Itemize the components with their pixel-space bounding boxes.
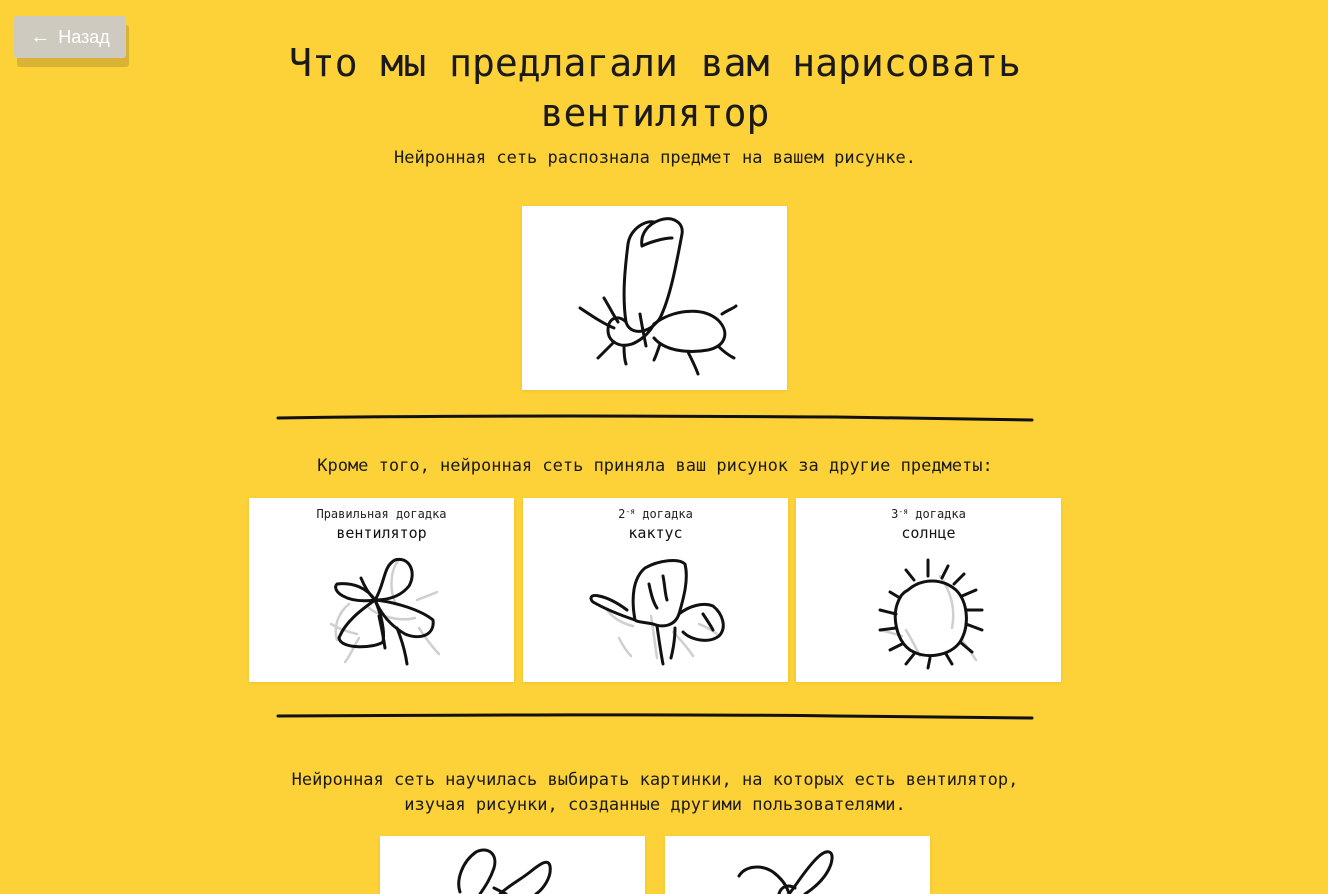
example-drawing [665,836,930,894]
section-divider [276,711,1036,723]
example-drawing-card[interactable] [380,836,645,894]
example-drawing [380,836,645,894]
guess-drawing [249,498,514,682]
guess-card [523,498,788,682]
guess-label: $3^{-я}$ догадка [891,507,966,521]
learning-description-line2: изучая рисунки, созданные другими пользователями. [404,795,906,815]
user-drawing [522,206,787,390]
other-guesses-intro: Кроме того, нейронная сеть приняла ваш рисунок за другие предметы: [317,456,993,476]
guess-card [249,498,514,682]
example-drawing-card[interactable] [665,836,930,894]
guess-drawing [796,498,1061,682]
guess-label: $2^{-я}$ догадка [618,507,693,521]
arrow-left-icon: ← [30,26,51,48]
guess-drawing [523,498,788,682]
guess-name: кактус [628,524,683,542]
guess-name: вентилятор [336,524,427,542]
user-drawing-card [522,206,787,390]
page-title [0,38,1310,138]
section-divider [276,412,1036,424]
guess-label: Правильная догадка [316,507,447,521]
guess-name: солнце [901,524,956,542]
page-title-line1: Что мы предлагали вам нарисовать [288,41,1022,85]
back-button-label: Назад [58,26,110,47]
learning-description [0,768,1310,818]
page-title-line2: вентилятор [540,91,770,135]
guess-card [796,498,1061,682]
learning-description-line1: Нейронная сеть научилась выбирать картинки, на которых есть вентилятор, [291,770,1019,790]
recognition-subtitle: Нейронная сеть распознала предмет на вашем рисунке. [394,148,916,168]
